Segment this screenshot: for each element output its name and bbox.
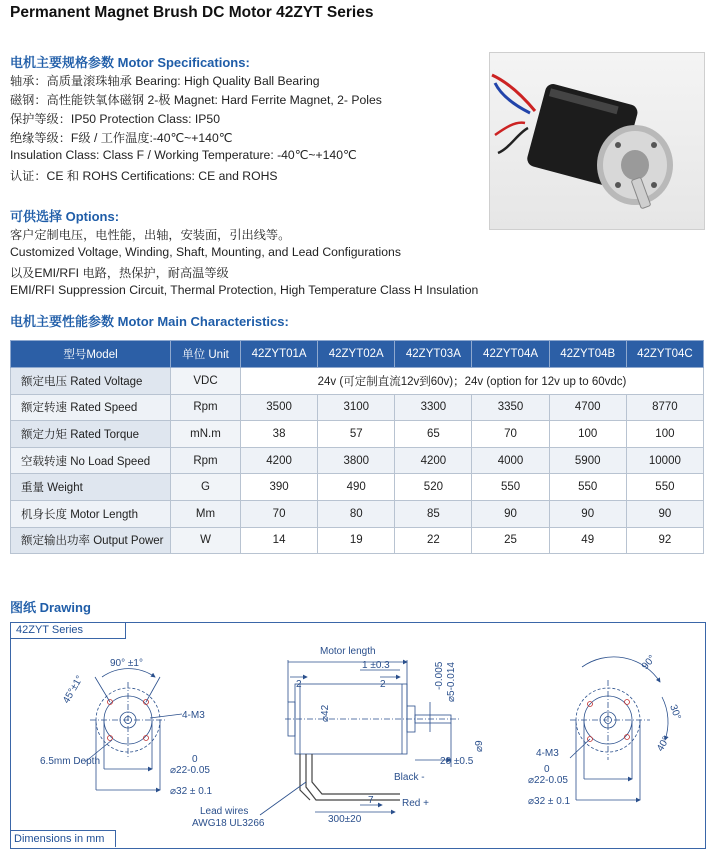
dim-1-label: 1 ±0.3 xyxy=(362,660,390,671)
table-cell: 65 xyxy=(395,421,472,448)
dimensions-label: Dimensions in mm xyxy=(10,830,116,847)
table-row xyxy=(11,421,704,448)
table-cell: 70 xyxy=(472,421,549,448)
table-cell: 3100 xyxy=(318,394,395,421)
row-unit: W xyxy=(171,527,241,554)
right-d32-label: ⌀32 ± 0.1 xyxy=(528,796,571,807)
left-depth-label: 6.5mm Depth xyxy=(40,756,101,767)
header-model-col: 42ZYT01A xyxy=(241,341,318,368)
red-lead-label: Red + xyxy=(402,798,429,809)
characteristics-table xyxy=(10,340,704,554)
row-label: 额定输出功率 Output Power xyxy=(11,527,171,554)
row-label: 重量 Weight xyxy=(11,474,171,501)
table-row xyxy=(11,500,704,527)
dim-2b-label: 2 xyxy=(380,679,386,690)
table-cell: 100 xyxy=(549,421,626,448)
table-cell: 100 xyxy=(626,421,703,448)
row-label: 额定力矩 Rated Torque xyxy=(11,421,171,448)
table-cell: 92 xyxy=(626,527,703,554)
table-cell: 80 xyxy=(318,500,395,527)
left-angle-label: 90° ±1° xyxy=(110,658,143,669)
header-unit: 单位 Unit xyxy=(171,341,241,368)
table-cell: 490 xyxy=(318,474,395,501)
table-cell: 70 xyxy=(241,500,318,527)
row-label: 额定电压 Rated Voltage xyxy=(11,368,171,395)
option-line: Customized Voltage, Winding, Shaft, Mounting, and Lead Configurations xyxy=(10,245,401,259)
right-holes-label: 4-M3 xyxy=(536,748,559,759)
row-unit: VDC xyxy=(171,368,241,395)
table-cell: 90 xyxy=(472,500,549,527)
table-cell: 3500 xyxy=(241,394,318,421)
spec-line: 磁钢：高性能铁氧体磁钢 2-极 Magnet: Hard Ferrite Magnet, 2- Poles xyxy=(10,93,382,107)
option-line: EMI/RFI Suppression Circuit, Thermal Protection, High Temperature Class H Insulation xyxy=(10,283,479,297)
spec-line: 保护等级：IP50 Protection Class: IP50 xyxy=(10,112,220,126)
awg-label: AWG18 UL3266 xyxy=(192,818,265,829)
dim-2a-label: 2 xyxy=(296,679,302,690)
header-model: 型号Model xyxy=(11,341,171,368)
shaft-label: ⌀5-0.014 xyxy=(446,662,457,702)
lead-length-label: 300±20 xyxy=(328,814,362,825)
row-unit: G xyxy=(171,474,241,501)
row-unit: Rpm xyxy=(171,447,241,474)
table-cell: 19 xyxy=(318,527,395,554)
table-row xyxy=(11,368,704,395)
header-model-col: 42ZYT02A xyxy=(318,341,395,368)
spec-line: 绝缘等级：F级 / 工作温度:-40℃~+140℃ xyxy=(10,131,233,145)
table-row xyxy=(11,474,704,501)
table-cell: 14 xyxy=(241,527,318,554)
right-d22-label: ⌀22-0.05 xyxy=(528,775,568,786)
table-cell: 90 xyxy=(626,500,703,527)
header-model-col: 42ZYT04B xyxy=(549,341,626,368)
technical-drawing xyxy=(10,622,704,847)
motor-length-label: Motor length xyxy=(320,646,376,657)
table-cell: 57 xyxy=(318,421,395,448)
row-label: 额定转速 Rated Speed xyxy=(11,394,171,421)
d9-label: ⌀9 xyxy=(474,740,485,752)
left-angle45-label: 45°±1° xyxy=(61,673,86,706)
right-angle30-label: 30° xyxy=(667,703,683,722)
left-d22-label: ⌀22-0.05 xyxy=(170,765,210,776)
table-cell: 49 xyxy=(549,527,626,554)
table-row xyxy=(11,394,704,421)
options-heading: 可供选择 Options: xyxy=(10,209,120,224)
row-label: 空载转速 No Load Speed xyxy=(11,447,171,474)
table-cell: 90 xyxy=(549,500,626,527)
page-title: Permanent Magnet Brush DC Motor 42ZYT Series xyxy=(10,4,374,21)
lead-wires-label: Lead wires xyxy=(200,806,249,817)
specs-heading: 电机主要规格参数 Motor Specifications: xyxy=(10,55,250,70)
table-cell: 4000 xyxy=(472,447,549,474)
table-cell: 550 xyxy=(472,474,549,501)
table-cell: 3300 xyxy=(395,394,472,421)
spec-line: 认证：CE 和 ROHS Certifications: CE and ROHS xyxy=(10,169,278,183)
header-model-col: 42ZYT04C xyxy=(626,341,703,368)
left-d22-tol: 0 xyxy=(192,754,198,765)
table-cell: 4700 xyxy=(549,394,626,421)
d20-label: 20 ±0.5 xyxy=(440,756,474,767)
row-label: 机身长度 Motor Length xyxy=(11,500,171,527)
table-cell: 4200 xyxy=(241,447,318,474)
table-cell: 38 xyxy=(241,421,318,448)
table-cell: 390 xyxy=(241,474,318,501)
table-row xyxy=(11,447,704,474)
d42-label: ⌀42 xyxy=(320,704,331,722)
header-model-col: 42ZYT04A xyxy=(472,341,549,368)
row-unit: Rpm xyxy=(171,394,241,421)
dim-7-label: 7 xyxy=(368,795,374,806)
table-cell: 8770 xyxy=(626,394,703,421)
header-model-col: 42ZYT03A xyxy=(395,341,472,368)
left-holes-label: 4-M3 xyxy=(182,710,205,721)
spec-line: Insulation Class: Class F / Working Temperature: -40℃~+140℃ xyxy=(10,148,357,162)
table-cell: 22 xyxy=(395,527,472,554)
table-cell: 85 xyxy=(395,500,472,527)
voltage-value: 24v (可定制直流12v到60v)；24v (option for 12v up to 60vdc) xyxy=(241,368,704,395)
characteristics-heading: 电机主要性能参数 Motor Main Characteristics: xyxy=(10,314,289,329)
table-cell: 550 xyxy=(626,474,703,501)
table-header-row xyxy=(11,341,704,368)
right-angle40-label: 40° xyxy=(655,734,673,754)
table-cell: 10000 xyxy=(626,447,703,474)
table-cell: 4200 xyxy=(395,447,472,474)
spec-line: 轴承：高质量滚珠轴承 Bearing: High Quality Ball Bearing xyxy=(10,74,320,88)
right-angle90-label: 90° xyxy=(639,653,659,672)
black-lead-label: Black - xyxy=(394,772,425,783)
table-cell: 5900 xyxy=(549,447,626,474)
right-d22-tol: 0 xyxy=(544,764,550,775)
shaft-tol-label: -0.005 xyxy=(434,661,445,690)
motor-photo xyxy=(489,52,705,230)
series-label: 42ZYT Series xyxy=(10,622,126,639)
table-cell: 520 xyxy=(395,474,472,501)
table-cell: 3350 xyxy=(472,394,549,421)
table-cell: 550 xyxy=(549,474,626,501)
table-cell: 25 xyxy=(472,527,549,554)
table-cell: 3800 xyxy=(318,447,395,474)
left-d32-label: ⌀32 ± 0.1 xyxy=(170,786,213,797)
row-unit: mN.m xyxy=(171,421,241,448)
row-unit: Mm xyxy=(171,500,241,527)
table-row xyxy=(11,527,704,554)
drawing-heading: 图纸 Drawing xyxy=(10,600,91,615)
option-line: 客户定制电压，电性能，出轴，安装面，引出线等。 xyxy=(10,228,291,242)
option-line: 以及EMI/RFI 电路，热保护，耐高温等级 xyxy=(10,266,229,280)
